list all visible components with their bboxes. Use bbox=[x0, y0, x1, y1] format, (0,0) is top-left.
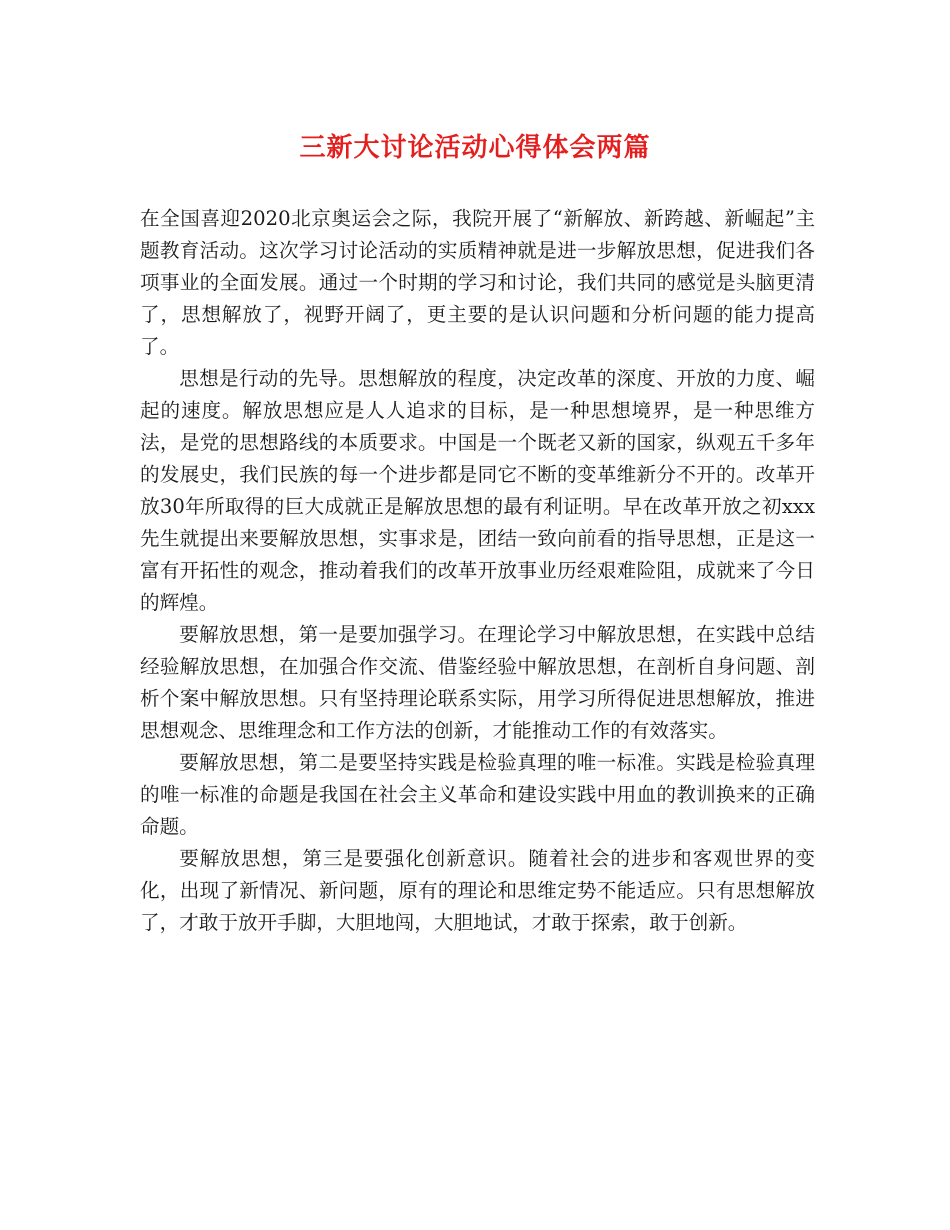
document-body bbox=[140, 203, 815, 939]
paragraph-4: 要解放思想，第二是要坚持实践是检验真理的唯一标准。实践是检验真理的唯一标准的命题是我国在社会主义革命和建设实践中用血的教训换来的正确命题。 bbox=[140, 751, 815, 838]
paragraph-5: 要解放思想，第三是要强化创新意识。随着社会的进步和客观世界的变化，出现了新情况、新问题，原有的理论和思维定势不能适应。只有思想解放了，才敢于放开手脚，大胆地闯，大胆地试，才敢于探索，敢于创新。 bbox=[140, 847, 815, 934]
document-title: 三新大讨论活动心得体会两篇 bbox=[299, 133, 651, 163]
paragraph-1: 在全国喜迎2020北京奥运会之际，我院开展了“新解放、新跨越、新崛起”主题教育活动。这次学习讨论活动的实质精神就是进一步解放思想，促进我们各项事业的全面发展。通过一个时期的学习和讨论，我们共同的感觉是头脑更清了，思想解放了，视野开阔了，更主要的是认识问题和分析问题的能力提高了。 bbox=[140, 207, 815, 358]
paragraph-3: 要解放思想，第一是要加强学习。在理论学习中解放思想，在实践中总结经验解放思想，在加强合作交流、借鉴经验中解放思想，在剖析自身问题、剖析个案中解放思想。只有坚持理论联系实际，用学习所得促进思想解放，推进思想观念、思维理念和工作方法的创新，才能推动工作的有效落实。 bbox=[140, 623, 815, 742]
paragraph-2: 思想是行动的先导。思想解放的程度，决定改革的深度、开放的力度、崛起的速度。解放思想应是人人追求的目标，是一种思想境界，是一种思维方法，是党的思想路线的本质要求。中国是一个既老又新的国家，纵观五千多年的发展史，我们民族的每一个进步都是同它不断的变革维新分不开的。改革开放30年所取得的巨大成就正是解放思想的最有利证明。早在改革开放之初xxx先生就提出来要解放思想，实事求是，团结一致向前看的指导思想，正是这一富有开拓性的观念，推动着我们的改革开放事业历经艰难险阻，成就来了今日的辉煌。 bbox=[140, 367, 815, 614]
